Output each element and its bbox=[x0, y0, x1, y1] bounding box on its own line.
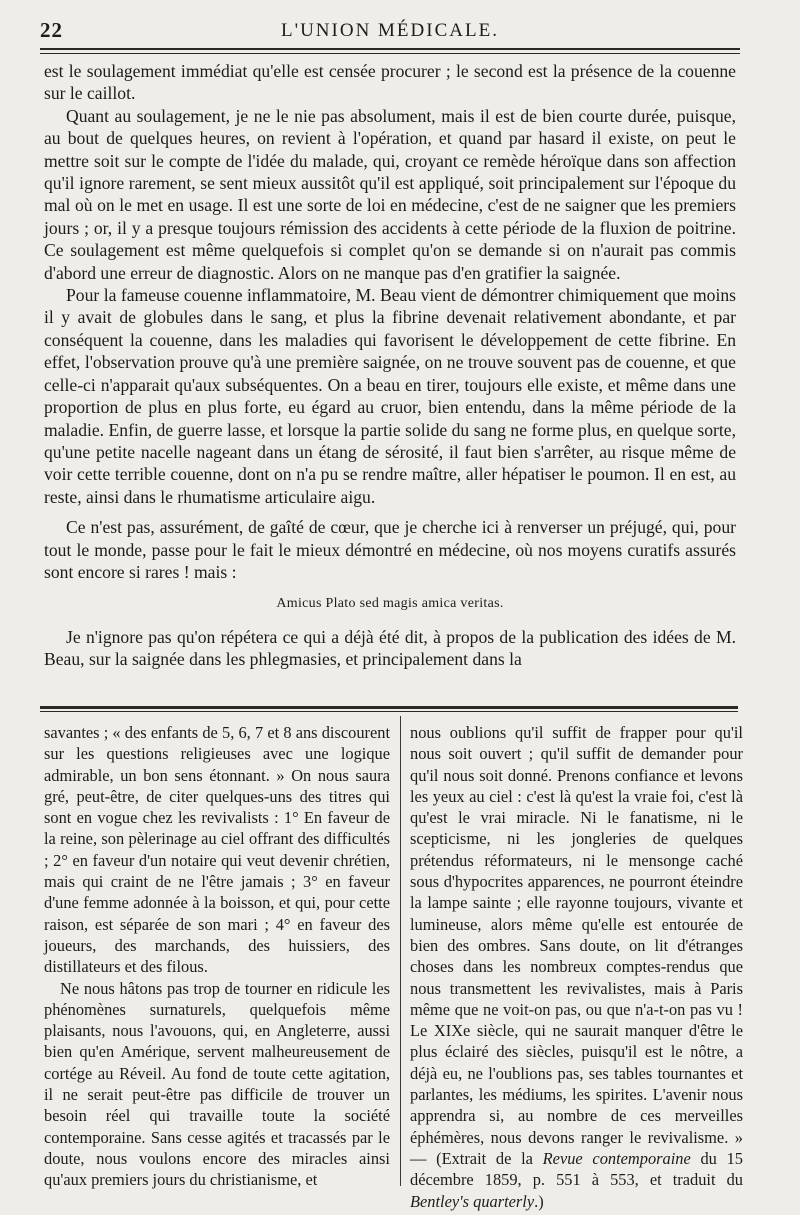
article-paragraph-1: est le soulagement immédiat qu'elle est censée procurer ; le second est la présence de la couenne sur le caillot. bbox=[44, 61, 736, 104]
feuilleton-column-left bbox=[44, 722, 390, 1191]
article-paragraph-5: Je n'ignore pas qu'on répétera ce qui a déjà été dit, à propos de la publication des idées de M. Beau, sur la saignée dans les phlegmasies, et principalement dans la bbox=[44, 626, 736, 670]
source-journal-title: Revue contemporaine bbox=[542, 1148, 691, 1168]
source-details: du 15 décembre 1859, p. 551 à 553, et traduit du bbox=[410, 1148, 743, 1190]
page-number: 22 bbox=[40, 18, 63, 42]
feuilleton-rule bbox=[40, 706, 738, 712]
page-header bbox=[40, 18, 740, 44]
feuilleton-paragraph-3-text: nous oublions qu'il suffit de frapper pour qu'il nous soit ouvert ; qu'il suffit de demander pour qu'il nous soit donné. Prenons confiance et levons les yeux au ciel : c'est là qu'est la vraie foi, c'est là qu'est le vrai miracle. Ni le fanatisme, ni le scepticisme, ni les jongleries de quelques prétendus réformateurs, ni le mensonge caché sous d'hypocrites apparences, ne pourront éteindre la lampe sainte ; elle rayonne toujours, vivante et lumineuse, alors même qu'elle est entourée de bien des ombres. Sans doute, on lit d'étranges choses dans les nombreux comptes-rendus que nous transmettent les revivalistes, mais à Paris même que ne voit-on pas, ou que n'a-t-on pas vu ! Le XIXe siècle, qui ne saurait manquer d'être le plus éclairé des siècles, puisqu'il est le nôtre, a déjà eu, ne l'oublions pas, ses tables tournantes et parlantes, les médiums, les spirites. L'avenir nous apprendra si, au nombre de ces merveilles éphémères, nous devons ranger le revivalisme. » — (Extrait de la bbox=[410, 723, 743, 1168]
feuilleton-paragraph-2: Ne nous hâtons pas trop de tourner en ridicule les phénomènes surnaturels, quelquefois même plaisants, nous l'avouons, qui, en Angleterre, aussi bien qu'en Amérique, servent malheureusement de cortége au Réveil. Au fond de toute cette agitation, il ne serait peut-être pas difficile de trouver un besoin réel qui travaille toute la société contemporaine. Sans cesse agités et tracassés par le doute, nous voulons encore des miracles ainsi qu'aux premiers jours du christianisme, et bbox=[44, 978, 390, 1190]
article-paragraph-4: Ce n'est pas, assurément, de gaîté de cœur, que je cherche ici à renverser un préjugé, qui, pour tout le monde, passe pour le fait le mieux démontré en médecine, où nos moyens curatifs assurés sont encore si rares ! mais : bbox=[44, 517, 736, 582]
main-article bbox=[44, 60, 736, 671]
feuilleton-paragraph-1: savantes ; « des enfants de 5, 6, 7 et 8 ans discourent sur les questions religieuses avec une logique admirable, un bon sens étonnant. » On nous saura gré, peut-être, de citer quelques-uns des titres qui sont en vogue chez les revivalists : 1° En faveur de la reine, son pèlerinage au ciel offrant des difficultés ; 2° en faveur d'un notaire qui veut devenir chrétien, mais qui craint de ne l'être jamais ; 3° en faveur d'une femme adonnée à la boisson, et qui, pour cette raison, est séparée de son mari ; 4° en faveur des joueurs, des marchands, des huissiers, des distillateurs et des filous. bbox=[44, 723, 390, 977]
feuilleton-paragraph-3 bbox=[410, 722, 743, 1212]
running-title: L'UNION MÉDICALE. bbox=[281, 20, 499, 41]
header-rule bbox=[40, 48, 740, 54]
article-paragraph-2: Quant au soulagement, je ne le nie pas absolument, mais il est de bien courte durée, puisque, au bout de quelques heures, on revient à l'opération, et quand par hasard il existe, on peut le mettre soit sur le compte de l'idée du malade, qui, croyant ce remède héroïque dans son affection qu'il ignore rarement, se sent mieux aussitôt qu'il est appliqué, soit principalement sur l'époque du mal où on le met en usage. Il est une sorte de loi en médecine, c'est de ne saigner que les premiers jours ; or, il y a presque toujours rémission des accidents à cette période de la fluxion de poitrine. Ce soulagement est même quelquefois si complet qu'on se demande si on n'aurait pas commis d'abord une erreur de diagnostic. Alors on ne manque pas d'en gratifier la saignée. bbox=[44, 105, 736, 283]
article-paragraph-3: Pour la fameuse couenne inflammatoire, M. Beau vient de démontrer chimiquement que moins il y avait de globules dans le sang, et plus la fibrine devenait relativement abondante, et par conséquent la couenne, dans les maladies qui favorisent le développement de cette fibrine. En effet, l'observation prouve qu'à une première saignée, on ne trouve souvent pas de couenne, et que celle-ci n'apparait qu'aux subséquentes. On a beau en tirer, toujours elle existe, et même dans une proportion de plus en plus forte, eu égard au cruor, bien entendu, dans la même période de la maladie. Enfin, de guerre lasse, et lorsque la partie solide du sang ne forme plus, en quelque sorte, qu'une petite nacelle nageant dans un étang de sérosité, il faut bien s'arrêter, au risque même de voir cette terrible couenne, dont on n'a pu se rendre maître, aller hépatiser le poumon. Il en est, au reste, ainsi dans le rhumatisme articulaire aigu. bbox=[44, 285, 736, 507]
column-divider bbox=[400, 716, 401, 1186]
latin-quote: Amicus Plato sed magis amica veritas. bbox=[276, 596, 504, 612]
feuilleton-column-right bbox=[410, 722, 743, 1212]
source-end: .) bbox=[534, 1191, 544, 1211]
source-translation-title: Bentley's quarterly bbox=[410, 1191, 535, 1211]
